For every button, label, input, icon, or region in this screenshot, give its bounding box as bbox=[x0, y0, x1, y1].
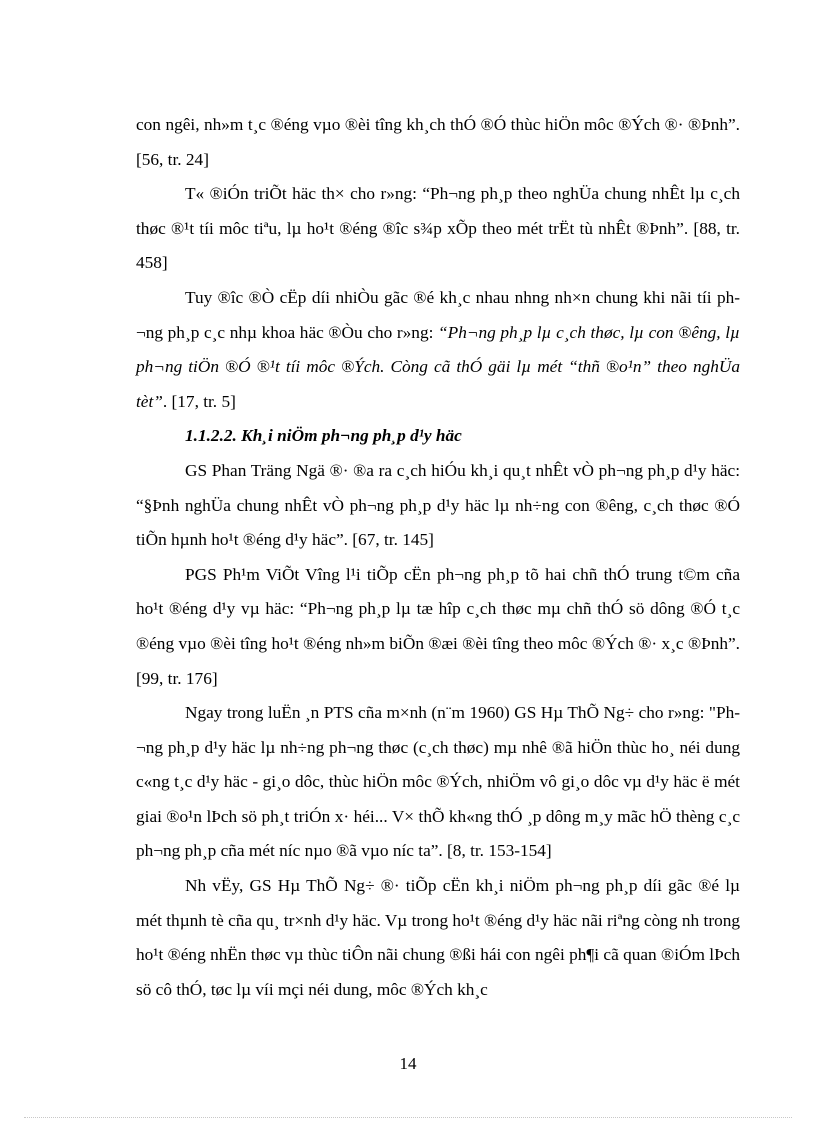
paragraph-6: Ngay trong luËn ¸n PTS cña m×nh (n¨m 1960) GS Hµ ThÕ Ng÷ cho r»ng: "Ph¬ng ph¸p d¹y häc lµ nh÷ng ph¬ng thøc (c¸ch thøc) mµ nhê ®ã hiÖn thùc ho¸ néi dung c«ng t¸c d¹y häc - gi¸o dôc, thùc hiÖn môc ®Ých, nhiÖm vô gi¸o dôc vµ d¹y häc ë mét giai ®o¹n lÞch sö ph¸t triÓn x· héi... V× thÕ kh«ng thÓ ¸p dông m¸y mãc hÖ thèng c¸c ph¬ng ph¸p cña mét níc nµo ®ã vµo níc ta”. [8, tr. 153-154] bbox=[136, 703, 740, 861]
page-number: 14 bbox=[399, 1054, 417, 1073]
body-text bbox=[136, 108, 740, 1007]
paragraph-2: T« ®iÓn triÕt häc th× cho r»ng: “Ph¬ng ph¸p theo nghÜa chung nhÊt lµ c¸ch thøc ®¹t tíi môc tiªu, lµ ho¹t ®éng ®îc s¾p xÕp theo mét trËt tù nhÊt ®Þnh”. [88, tr. 458] bbox=[136, 184, 740, 273]
page-border-dotted bbox=[24, 1117, 792, 1118]
paragraph-1: con ngêi, nh»m t¸c ®éng vµo ®èi tîng kh¸ch thÓ ®Ó thùc hiÖn môc ®Ých ®· ®Þnh”. [56, tr. 24] bbox=[136, 115, 740, 169]
paragraph-3-lead: Tuy ®îc ®Ò cËp díi nhiÒu gãc ®é kh¸c nhau nhng nh×n chung khi nãi tíi ph¬ng ph¸p c¸c nhµ khoa häc ®Òu cho r»ng: bbox=[136, 287, 740, 342]
paragraph-3-citation: . [17, tr. 5] bbox=[162, 391, 236, 411]
paragraph-5: PGS Ph¹m ViÕt Vîng l¹i tiÕp cËn ph¬ng ph¸p tõ hai chñ thÓ trung t©m cña ho¹t ®éng d¹y vµ häc: “Ph¬ng ph¸p lµ tæ hîp c¸ch thøc mµ chñ thÓ sö dông ®Ó t¸c ®éng vµo ®èi tîng ho¹t ®éng nh»m biÕn ®æi ®èi tîng theo môc ®Ých ®· x¸c ®Þnh”. [99, tr. 176] bbox=[136, 564, 740, 688]
paragraph-3 bbox=[136, 281, 740, 419]
paragraph-7: Nh vËy, GS Hµ ThÕ Ng÷ ®· tiÕp cËn kh¸i niÖm ph¬ng ph¸p díi gãc ®é lµ mét thµnh tè cña qu¸ tr×nh d¹y häc. Vµ trong ho¹t ®éng d¹y häc nãi riªng còng nh trong ho¹t ®éng nhËn thøc vµ thùc tiÔn nãi chung ®ßi hái con ngêi ph¶i cã quan ®iÓm lÞch sö cô thÓ, tøc lµ víi mçi néi dung, môc ®Ých kh¸c bbox=[136, 876, 740, 999]
paragraph-3-quote: “Ph¬ng ph¸p lµ c¸ch thøc, lµ con ®êng, lµ ph¬ng tiÖn ®Ó ®¹t tíi môc ®Ých. Còng cã thÓ gäi lµ mét “thñ ®o¹n” theo nghÜa tèt” bbox=[136, 322, 740, 411]
paragraph-4: GS Phan Träng Ngä ®· ®a ra c¸ch hiÓu kh¸i qu¸t nhÊt vÒ ph¬ng ph¸p d¹y häc: “§Þnh nghÜa chung nhÊt vÒ ph¬ng ph¸p d¹y häc lµ nh÷ng con ®êng, c¸ch thøc ®Ó tiÕn hµnh ho¹t ®éng d¹y häc”. [67, tr. 145] bbox=[136, 460, 740, 550]
section-heading: 1.1.2.2. Kh¸i niÖm ph¬ng ph¸p d¹y häc bbox=[185, 426, 462, 446]
